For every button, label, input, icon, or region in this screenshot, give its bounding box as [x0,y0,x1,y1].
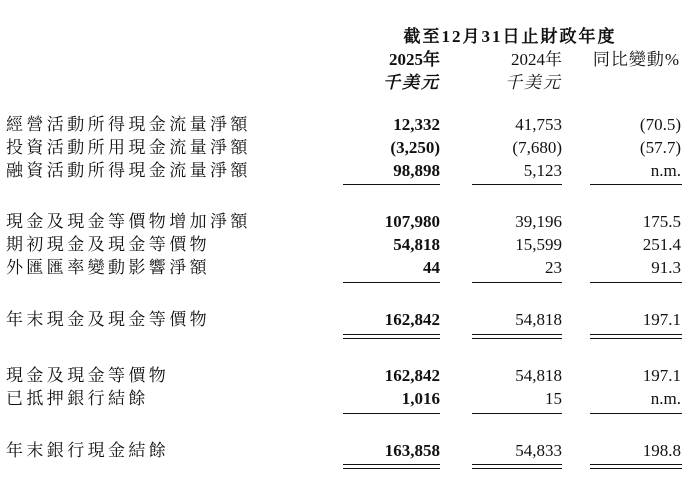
table-row [0,160,689,182]
value-prior: 41,753 [515,115,562,134]
row-label: 年末銀行現金結餘 [6,441,170,460]
subtotal-rule [590,184,682,185]
value-current: 107,980 [384,212,440,231]
row-label: 外匯匯率變動影響淨額 [6,258,210,277]
table-row [0,309,689,331]
value-current: 162,842 [384,310,440,329]
subtotal-rule [472,413,562,414]
value-prior: 5,123 [523,161,562,180]
subtotal-rule [343,282,440,283]
table-row [0,137,689,159]
value-current: 54,818 [393,235,440,254]
value-current: 44 [423,258,440,277]
value-change: 91.3 [651,258,681,277]
value-prior: 23 [545,258,562,277]
total-double-rule [472,468,562,469]
table-row [0,440,689,462]
row-label: 年末現金及現金等價物 [6,310,210,329]
year-current-header: 2025年 [389,50,440,69]
value-current: 12,332 [393,115,440,134]
subtotal-rule [472,282,562,283]
subtotal-rule [343,184,440,185]
value-prior: 15 [545,389,562,408]
value-change: 175.5 [642,212,681,231]
table-row [0,211,689,233]
value-current: 162,842 [384,366,440,385]
value-change: 197.1 [642,310,681,329]
value-prior: 54,818 [515,310,562,329]
value-prior: 54,818 [515,366,562,385]
row-label: 經營活動所得現金流量淨額 [6,115,251,134]
subtotal-rule [343,413,440,414]
value-prior: 15,599 [515,235,562,254]
value-current: (3,250) [390,138,440,157]
total-double-rule [343,334,440,335]
row-label: 期初現金及現金等價物 [6,235,210,254]
value-change: 198.8 [642,441,681,460]
table-row [0,257,689,279]
subtotal-rule [472,184,562,185]
year-prior-header: 2024年 [511,50,562,69]
table-row [0,234,689,256]
table-row [0,114,689,136]
value-current: 1,016 [401,389,440,408]
total-double-rule [343,464,440,465]
value-current: 163,858 [384,441,440,460]
change-header: 同比變動% [592,50,680,69]
period-header: 截至12月31日止財政年度 [403,27,617,46]
row-label: 現金及現金等價物 [6,366,170,385]
total-double-rule [590,334,682,335]
row-label: 現金及現金等價物增加淨額 [6,212,251,231]
value-change: (70.5) [639,115,681,134]
total-double-rule [590,468,682,469]
value-current: 98,898 [393,161,440,180]
unit-current-header: 千美元 [383,73,440,92]
table-row [0,388,689,410]
row-label: 投資活動所用現金流量淨額 [6,138,251,157]
total-double-rule [472,334,562,335]
total-double-rule [343,468,440,469]
value-change: 251.4 [642,235,681,254]
value-prior: 39,196 [515,212,562,231]
value-change: n.m. [650,389,681,408]
value-prior: 54,833 [515,441,562,460]
row-label: 融資活動所得現金流量淨額 [6,161,251,180]
total-double-rule [343,338,440,339]
table-row [0,365,689,387]
subtotal-rule [590,413,682,414]
unit-prior-header: 千美元 [505,73,562,92]
value-prior: (7,680) [512,138,562,157]
subtotal-rule [590,282,682,283]
total-double-rule [590,464,682,465]
total-double-rule [472,338,562,339]
value-change: 197.1 [642,366,681,385]
total-double-rule [590,338,682,339]
total-double-rule [472,464,562,465]
row-label: 已抵押銀行結餘 [6,389,149,408]
value-change: n.m. [650,161,681,180]
value-change: (57.7) [639,138,681,157]
